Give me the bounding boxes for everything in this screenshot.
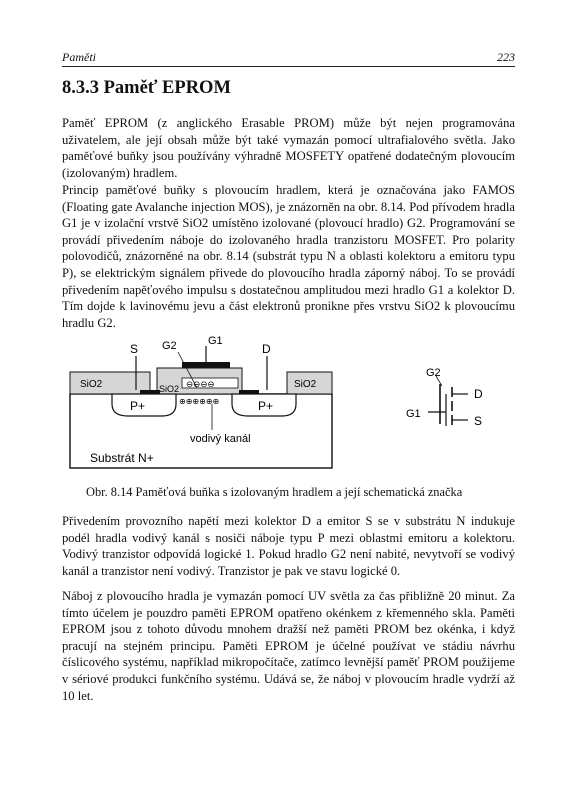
channel-holes: ⊕⊕⊕⊕⊕⊕ xyxy=(179,397,220,406)
label-sio2-gate: SiO2 xyxy=(159,384,180,394)
label-sio2-right: SiO2 xyxy=(294,379,317,390)
label-d: D xyxy=(262,342,271,356)
label-p-plus-right: P+ xyxy=(258,399,274,413)
section-heading: 8.3.3 Paměť EPROM xyxy=(62,78,231,98)
label-g2: G2 xyxy=(162,340,177,352)
gate-g1-metal xyxy=(182,362,230,368)
symbol-label-s: S xyxy=(474,414,483,428)
label-g1: G1 xyxy=(208,335,223,347)
paragraph-principle: Princip paměťové buňky s plovoucím hradlem, která je označována jako FAMOS (Floating gate Avalanche injection MOS), je znázorněn na obr. 8.14. Pod přívodem hradla G1 je v izolační vrstvě SiO2 umístěno izolované (plovoucí hradlo) G2. Programování se provádí přivedením náboje do izolovaného hradla tranzistoru MOSFET. Pro polarity polovodičů, znázorněné na obr. 8.14 (substrát typu N a oblasti kolektoru a emitoru typu P), se elektrickým signálem přivede do plovoucího hradla záporný náboj. To se provádí přivedením napěťového impulsu s dostatečnou amplitudou mezi hradlo G1 a kolektor D. Tím dojde k lavinovému jevu a část elektronů pronikne přes vrstvu SiO2 k plovoucímu hradlu G2. xyxy=(62,183,515,330)
label-channel: vodivý kanál xyxy=(190,433,251,445)
page-header xyxy=(62,50,515,67)
label-sio2-left: SiO2 xyxy=(80,379,103,390)
label-p-plus-left: P+ xyxy=(130,399,146,413)
page-number: 223 xyxy=(497,50,515,64)
symbol-label-d: D xyxy=(474,387,483,401)
paragraph-intro: Paměť EPROM (z anglického Erasable PROM) může být nejen programována uživatelem, ale její obsah může být také vymazán pomocí ultrafialového světla. Jako paměťové buňky jsou používány výhradně MOSFETY opatřené dodatečným plovoucím (izolovaným) hradlem. xyxy=(62,116,515,180)
figure-caption: Obr. 8.14 Paměťová buňka s izolovaným hradlem a její schematická značka xyxy=(86,485,463,499)
figure-eprom-cell xyxy=(62,332,515,472)
label-substrate: Substrát N+ xyxy=(90,451,154,465)
paragraph-erasure: Náboj z plovoucího hradla je vymazán pomocí UV světla za čas přibližně 20 minut. Za tímto účelem je pouzdro paměti EPROM opatřeno okénkem z křemenného skla. Paměti EPROM jsou z tohoto důvodu mnohem dražší než paměti PROM bez okénka, i když pracují na stejném principu. Paměti EPROM je účelné používat ve stádiu návrhu číslicového systému, například mikropočítače, zatímco levnější paměť PROM použijeme v sériové produkci funkčního systému. Udává se, že náboj v plovoucím hradle vydrží až 10 let. xyxy=(62,589,515,703)
paragraph-operation: Přivedením provozního napětí mezi kolektor D a emitor S se v substrátu N indukuje podél hradla vodivý kanál s nosiči náboje typu P mezi oblastmi emitoru a kolektoru. Vodivý tranzistor odpovídá logické 1. Pokud hradlo G2 není nabité, nevytvoří se vodivý kanál a tranzistor není vodivý. Tranzistor je pak ve stavu logické 0. xyxy=(62,514,515,578)
header-section-title: Paměti xyxy=(62,50,96,64)
floating-gate-electrons: ⊖⊖⊖⊖ xyxy=(186,379,215,389)
symbol-label-g2: G2 xyxy=(426,367,441,379)
schematic-symbol xyxy=(406,367,483,428)
label-s: S xyxy=(130,342,139,356)
symbol-label-g1: G1 xyxy=(406,408,421,420)
